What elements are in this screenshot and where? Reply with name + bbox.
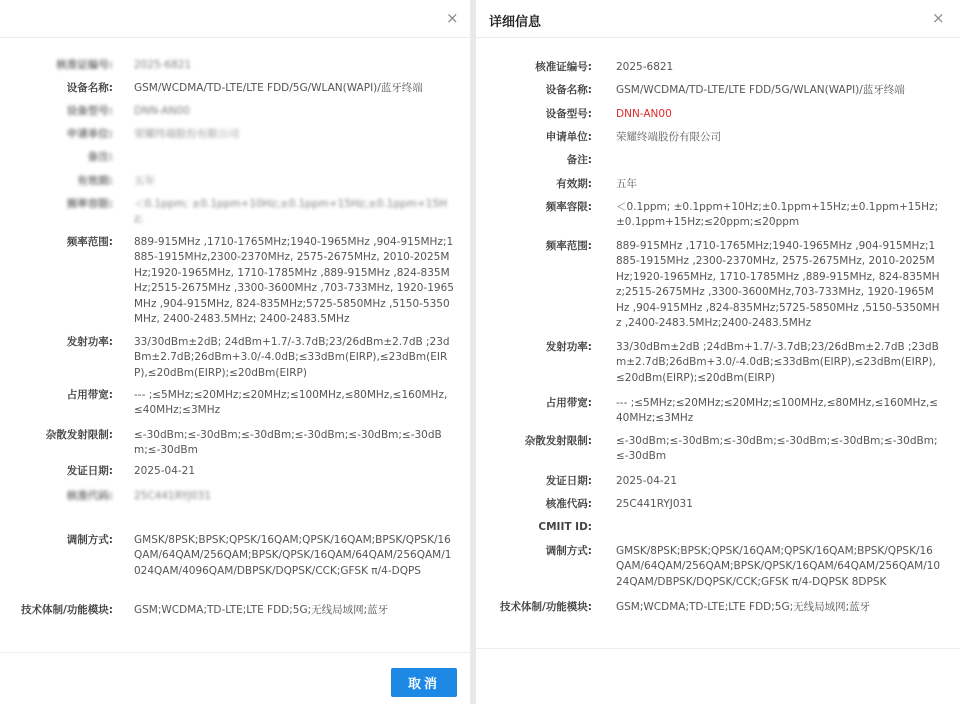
detail-value: GSM;WCDMA;TD-LTE;LTE FDD;5G;无线局域网;蓝牙 <box>616 601 871 613</box>
detail-label: 设备名称: <box>545 84 592 96</box>
detail-value: 五年 <box>616 178 637 190</box>
detail-value: 2025-6821 <box>616 61 674 73</box>
dialog-title: 详细信息 <box>489 15 542 30</box>
detail-label: 占用带宽: <box>66 389 113 401</box>
detail-value: 33/30dBm±2dB ;24dBm+1.7/-3.7dB;23/26dBm±2.7dB ;23dBm±2.7dB;26dBm+3.0/-4.0dB;≤33dBm(EIRP),≤23dBm(EIRP),≤20dBm(EIRP);≤20dBm(EIRP) <box>616 341 939 384</box>
detail-label: 杂散发射限制: <box>45 429 113 441</box>
left-footer-divider <box>0 652 470 653</box>
detail-label: 有效期: <box>556 178 592 190</box>
detail-value: ≤-30dBm;≤-30dBm;≤-30dBm;≤-30dBm;≤-30dBm;≤-30dBm;≤-30dBm <box>134 429 442 457</box>
detail-value: 2025-6821 <box>134 59 192 71</box>
right-footer-divider <box>476 648 960 649</box>
detail-value: 2025-04-21 <box>616 475 678 487</box>
detail-label: 占用带宽: <box>545 397 592 409</box>
detail-value: GSM/WCDMA/TD-LTE/LTE FDD/5G/WLAN(WAPI)/蓝牙终端 <box>616 84 905 96</box>
detail-value: ＜0.1ppm; ±0.1ppm+10Hz;±0.1ppm+15Hz;±0.1ppm+15Hz;±0.1ppm+15Hz;≤20ppm;≤20ppm <box>616 201 939 229</box>
detail-value: GMSK/8PSK;BPSK;QPSK/16QAM;QPSK/16QAM;BPSK/QPSK/16QAM/64QAM/256QAM;BPSK/QPSK/16QAM/64QAM/256QAM/1024QAM/DBPSK/DQPSK/CCK;GFSK π/4-DQPSK 8DPSK <box>616 545 941 588</box>
detail-label: 调制方式: <box>545 545 592 557</box>
detail-value: DNN-AN00 <box>616 108 672 120</box>
detail-value: 荣耀终端股份有限公司 <box>134 128 239 140</box>
detail-value: 33/30dBm±2dB; 24dBm+1.7/-3.7dB;23/26dBm±2.7dB ;23dBm±2.7dB;26dBm+3.0/-4.0dB;≤33dBm(EIRP),≤23dBm(EIRP),≤20dBm(EIRP);≤20dBm(EIRP) <box>134 336 450 379</box>
detail-label: 发证日期: <box>66 465 113 477</box>
detail-label: 申请单位: <box>66 128 113 140</box>
detail-value: 五年 <box>134 175 155 187</box>
detail-label: 设备型号: <box>66 105 113 117</box>
detail-label: 调制方式: <box>66 534 113 546</box>
detail-value: GMSK/8PSK;BPSK;QPSK/16QAM;QPSK/16QAM;BPSK/QPSK/16QAM/64QAM/256QAM;BPSK/QPSK/16QAM/64QAM/256QAM/1024QAM/4096QAM/DBPSK/DQPSK/CCK;GFSK π/4-DQPS <box>134 534 452 577</box>
detail-value: 889-915MHz ,1710-1765MHz;1940-1965MHz ,904-915MHz;1885-1915MHz ,2300-2370MHz, 2575-2675MHz, 2010-2025MHz;1920-1965MHz, 1710-1785MHz ,889-915MHz, 824-835MHz;2515-2675MHz ,3300-3600MHz,703-733MHz, 1920-1965MHz ,904-915MHz ,824-835MHz;5725-5850MHz ,5150-5350MHz ,2400-2483.5MHz;2400-2483.5MHz <box>616 240 940 330</box>
detail-value: 889-915MHz ,1710-1765MHz;1940-1965MHz ,904-915MHz;1885-1915MHz,2300-2370MHz, 2575-2675MHz, 2010-2025MHz;1920-1965MHz, 1710-1785MHz ,889-915MHz ,824-835MHz;2515-2675MHz ,3300-3600MHz ,703-733MHz, 1920-1965MHz ,904-915MHz, 824-835MHz;5725-5850MHz ,5150-5350MHz, 2400-2483.5MHz; 2400-2483.5MHz <box>134 236 454 326</box>
detail-label: 频率容限: <box>66 198 113 210</box>
detail-value: --- ;≤5MHz;≤20MHz;≤20MHz;≤100MHz,≤80MHz,≤160MHz,≤40MHz;≤3MHz <box>616 397 939 425</box>
right-close-icon[interactable]: × <box>932 9 945 27</box>
detail-label: 核准代码: <box>545 498 592 510</box>
detail-label: CMIIT ID: <box>538 521 592 533</box>
detail-label: 核准证编号: <box>56 59 113 71</box>
detail-value: 2025-04-21 <box>134 465 196 477</box>
detail-value: 荣耀终端股份有限公司 <box>616 131 721 143</box>
detail-value: GSM/WCDMA/TD-LTE/LTE FDD/5G/WLAN(WAPI)/蓝牙终端 <box>134 82 423 94</box>
cancel-button[interactable]: 取消 <box>391 668 457 697</box>
detail-label: 频率范围: <box>545 240 592 252</box>
detail-label: 有效期: <box>77 175 113 187</box>
detail-label: 设备名称: <box>66 82 113 94</box>
detail-label: 核准证编号: <box>535 61 592 73</box>
detail-label: 核准代码: <box>66 490 113 502</box>
detail-label: 设备型号: <box>545 108 592 120</box>
left-header-divider <box>0 37 470 38</box>
detail-value: 25C441RYJ031 <box>616 498 693 510</box>
detail-label: 发射功率: <box>545 341 592 353</box>
detail-label: 申请单位: <box>545 131 592 143</box>
detail-value: DNN-AN00 <box>134 105 190 117</box>
detail-label: 发证日期: <box>545 475 592 487</box>
detail-value: 25C441RYJ031 <box>134 490 211 502</box>
right-header-divider <box>476 37 960 38</box>
detail-label: 备注: <box>87 151 113 163</box>
detail-label: 技术体制/功能模块: <box>20 604 113 616</box>
detail-label: 频率容限: <box>545 201 592 213</box>
detail-value: --- ;≤5MHz;≤20MHz;≤20MHz;≤100MHz,≤80MHz,≤160MHz,≤40MHz;≤3MHz <box>134 389 448 417</box>
detail-label: 发射功率: <box>66 336 113 348</box>
right-dialog-panel <box>476 0 960 704</box>
detail-label: 技术体制/功能模块: <box>499 601 592 613</box>
left-dialog-panel <box>0 0 470 704</box>
detail-label: 频率范围: <box>66 236 113 248</box>
detail-value: GSM;WCDMA;TD-LTE;LTE FDD;5G;无线局域网;蓝牙 <box>134 604 389 616</box>
detail-label: 杂散发射限制: <box>524 435 592 447</box>
detail-value: ≤-30dBm;≤-30dBm;≤-30dBm;≤-30dBm;≤-30dBm;≤-30dBm;≤-30dBm <box>616 435 938 463</box>
detail-label: 备注: <box>566 154 592 166</box>
detail-value: ＜0.1ppm; ±0.1ppm+10Hz;±0.1ppm+15Hz;±0.1ppm+15Hz; <box>134 198 448 226</box>
left-close-icon[interactable]: × <box>446 9 459 27</box>
